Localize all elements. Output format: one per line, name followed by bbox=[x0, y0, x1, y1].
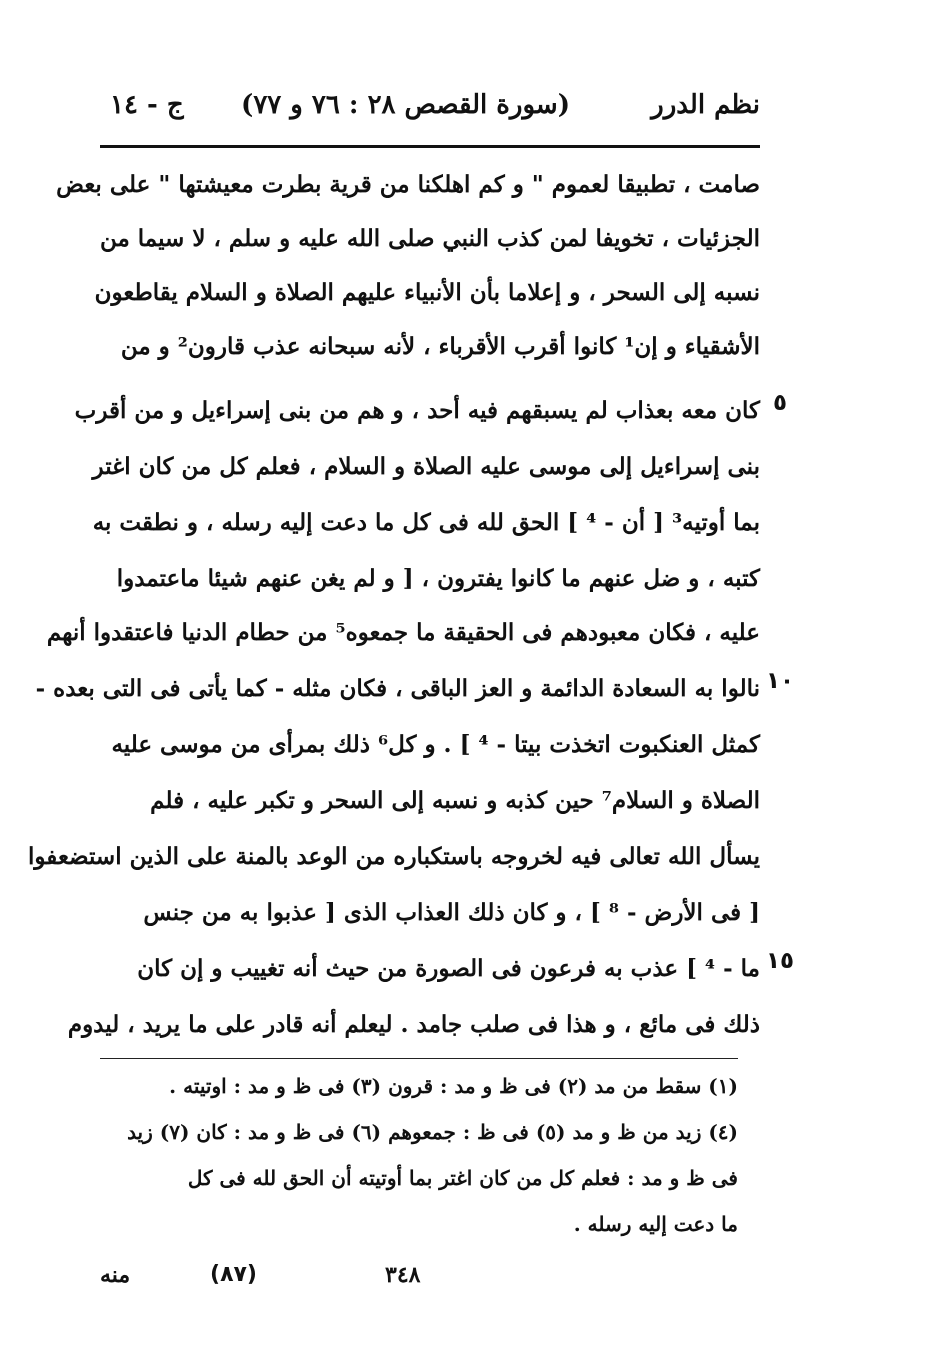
text-line: [ فى الأرض - ⁸ ] ، و كان ذلك العذاب الذى [ عذبوا به من جنس bbox=[143, 899, 760, 926]
text-line: كمثل العنكبوت اتخذت بيتا - ⁴ ] . و كل⁶ ذلك بمرأى من موسى عليه bbox=[111, 731, 760, 758]
footnote-line: (٤) زيد من ظ و مد (٥) فى ظ : جمعوهم (٦) فى ظ و مد : كان (٧) زيد bbox=[127, 1120, 738, 1144]
text-line: نالوا به السعادة الدائمة و العز الباقى ، فكان مثله - كما يأتى فى التى بعده - bbox=[35, 675, 760, 702]
text-line: الأشقياء و إن¹ كانوا أقرب الأقرباء ، لأنه سبحانه عذب قارون² و من bbox=[120, 333, 760, 360]
page-number: ٣٤٨ bbox=[385, 1262, 421, 1288]
line-number: ١٥ bbox=[765, 948, 795, 974]
footnote-rule bbox=[100, 1058, 738, 1059]
footnote-line: ما دعت إليه رسله . bbox=[573, 1212, 738, 1236]
line-number: ٥ bbox=[772, 390, 788, 416]
volume-label: ج - ١٤ bbox=[110, 90, 184, 120]
running-header bbox=[100, 82, 760, 130]
header-rule bbox=[100, 145, 760, 148]
catchword: منه bbox=[100, 1262, 131, 1288]
text-line: كتبه ، و ضل عنهم ما كانوا يفترون ، [ و لم يغن عنهم شيئا ماعتمدوا bbox=[116, 565, 760, 592]
text-line: ما - ⁴ ] عذب به فرعون فى الصورة من حيث أنه تغييب و إن كان bbox=[137, 955, 760, 982]
text-line: ذلك فى مائع ، و هذا فى صلب جامد . ليعلم أنه قادر على ما يريد ، ليدوم bbox=[67, 1011, 760, 1038]
text-line: نسبه إلى السحر ، و إعلاما بأن الأنبياء عليهم الصلاة و السلام يقاطعون bbox=[94, 279, 760, 306]
text-line: كان معه بعذاب لم يسبقهم فيه أحد ، و هم من بنى إسراءيل و من أقرب bbox=[74, 397, 760, 424]
text-line: صامت ، تطبيقا لعموم " و كم اهلكنا من قرية بطرت معيشتها " على بعض bbox=[56, 171, 760, 198]
footnote-line: فى ظ و مد : فعلم كل من كان اغتر بما أوتيته أن الحق لله فى كل bbox=[187, 1166, 738, 1190]
text-line: يسأل الله تعالى فيه لخروجه باستكباره من الوعد بالمنة على الذين استضعفوا bbox=[28, 843, 760, 870]
text-line: بما أوتيه³ [ أن - ⁴ ] الحق لله فى كل ما دعت إليه رسله ، و نطقت به bbox=[92, 509, 760, 536]
line-number: ١٠ bbox=[765, 668, 795, 694]
text-line: الصلاة و السلام⁷ حين كذبه و نسبه إلى السحر و تكبر عليه ، فلم bbox=[150, 787, 760, 814]
surah-reference: (سورة القصص ٢٨ : ٧٦ و ٧٧) bbox=[241, 90, 570, 120]
manuscript-page-number: (٨٧) bbox=[210, 1262, 257, 1287]
text-line: بنى إسراءيل إلى موسى عليه الصلاة و السلام ، فعلم كل من كان اغتر bbox=[92, 453, 760, 480]
footnote-line: (١) سقط من مد (٢) فى ظ و مد : قرون (٣) فى ظ و مد : اوتيته . bbox=[169, 1074, 738, 1098]
text-line: الجزئيات ، تخويفا لمن كذب النبي صلى الله عليه و سلم ، لا سيما من bbox=[99, 225, 760, 252]
page-footer bbox=[100, 1262, 760, 1302]
book-title: نظم الدرر bbox=[651, 90, 760, 120]
text-line: عليه ، فكان معبودهم فى الحقيقة ما جمعوه⁵ من حطام الدنيا فاعتقدوا أنهم bbox=[46, 619, 760, 646]
